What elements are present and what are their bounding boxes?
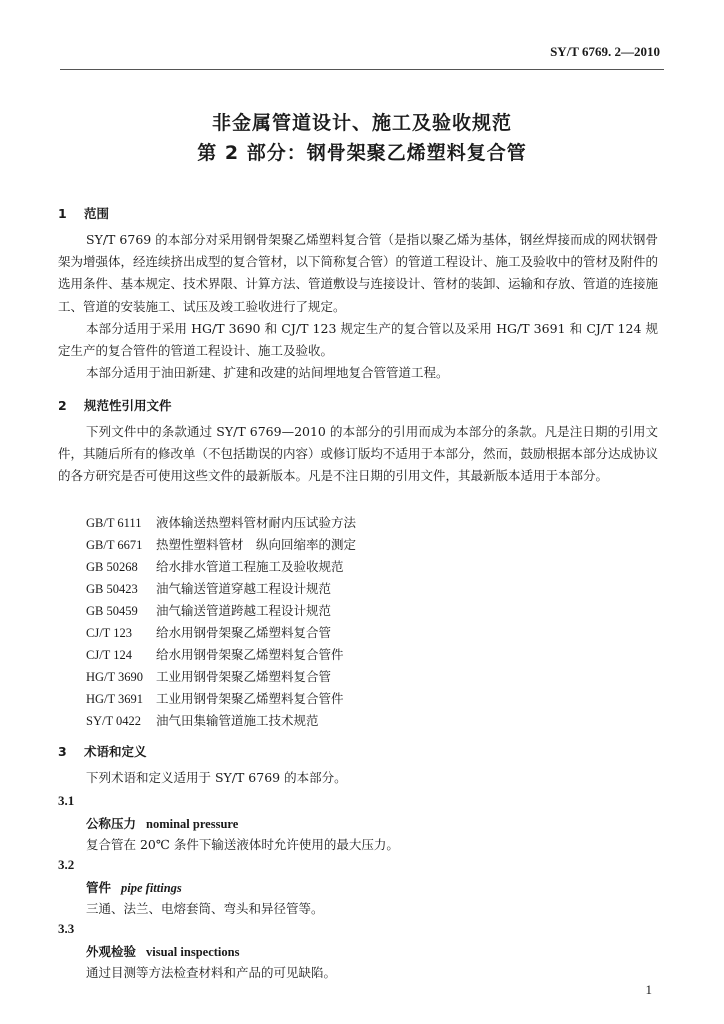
reference-item: GB 50268 给水排水管道工程施工及验收规范: [86, 559, 344, 574]
section-title: 范围: [84, 206, 110, 221]
page-number: 1: [645, 982, 652, 997]
section-title: 术语和定义: [84, 744, 147, 759]
term-definition: 复合管在 20℃ 条件下输送液体时允许使用的最大压力。: [86, 837, 399, 852]
section-3-heading: [58, 742, 147, 760]
section-number: 1: [58, 206, 67, 221]
section-number: 2: [58, 398, 67, 413]
section-2-heading: [58, 396, 172, 414]
term-definition: 三通、法兰、电熔套筒、弯头和异径管等。: [86, 901, 324, 916]
section-number: 3: [58, 744, 67, 759]
reference-item: SY/T 0422 油气田集输管道施工技术规范: [86, 713, 319, 728]
term-heading: 公称压力 nominal pressure: [86, 816, 239, 831]
term-number: 3.1: [58, 793, 75, 808]
reference-item: HG/T 3691 工业用钢骨架聚乙烯塑料复合管件: [86, 691, 344, 706]
section-title: 规范性引用文件: [84, 398, 172, 413]
reference-item: GB 50459 油气输送管道跨越工程设计规范: [86, 603, 332, 618]
term-definition: 通过目测等方法检查材料和产品的可见缺陷。: [86, 965, 337, 980]
reference-item: GB/T 6111 液体输送热塑料管材耐内压试验方法: [86, 515, 357, 530]
term-heading: 管件 pipe fittings: [86, 880, 182, 895]
term-number: 3.2: [58, 857, 75, 872]
section-1-heading: [58, 204, 109, 222]
document-subtitle: 第 2 部分：钢骨架聚乙烯塑料复合管: [197, 142, 527, 164]
reference-item: CJ/T 123 给水用钢骨架聚乙烯塑料复合管: [86, 625, 332, 640]
reference-item: GB 50423 油气输送管道穿越工程设计规范: [86, 581, 332, 596]
reference-item: GB/T 6671 热塑性塑料管材 纵向回缩率的测定: [86, 537, 357, 552]
document-title: 非金属管道设计、施工及验收规范: [211, 112, 512, 134]
term-number: 3.3: [58, 921, 75, 936]
section-1-paragraph-3: 本部分适用于油田新建、扩建和改建的站间埋地复合管管道工程。: [86, 365, 449, 380]
section-1-paragraph-2: 本部分适用于采用 HG/T 3690 和 CJ/T 123 规定生产的复合管以及采用 HG/T 3691 和 CJ/T 124 规定生产的复合管件的管道工程设计、施工及验收。: [58, 321, 658, 359]
term-heading: 外观检验 visual inspections: [86, 944, 240, 959]
reference-item: CJ/T 124 给水用钢骨架聚乙烯塑料复合管件: [86, 647, 344, 662]
section-1-paragraph-1: SY/T 6769 的本部分对采用钢骨架聚乙烯塑料复合管（是指以聚乙烯为基体，钢丝焊接而成的网状钢骨架为增强体，经连续挤出成型的复合管材，以下简称复合管）的管道工程设计、施工及验收中的管材及附件的选用条件、基本规定、技术界限、计算方法、管道敷设与连接设计、管材的装卸、运输和存放、管道的连接施工、管道的安装施工、试压及竣工验收进行了规定。: [58, 232, 659, 314]
section-3-intro: 下列术语和定义适用于 SY/T 6769 的本部分。: [86, 770, 347, 785]
reference-item: HG/T 3690 工业用钢骨架聚乙烯塑料复合管: [86, 669, 332, 684]
header-divider: [60, 69, 664, 70]
standard-code: SY/T 6769. 2—2010: [550, 44, 660, 59]
section-2-paragraph: 下列文件中的条款通过 SY/T 6769—2010 的本部分的引用而成为本部分的条款。凡是注日期的引用文件，其随后所有的修改单（不包括勘误的内容）或修订版均不适用于本部分，然而，鼓励根据本部分达成协议的各方研究是否可使用这些文件的最新版本。凡是不注日期的引用文件，其最新版本适用于本部分。: [58, 424, 659, 484]
